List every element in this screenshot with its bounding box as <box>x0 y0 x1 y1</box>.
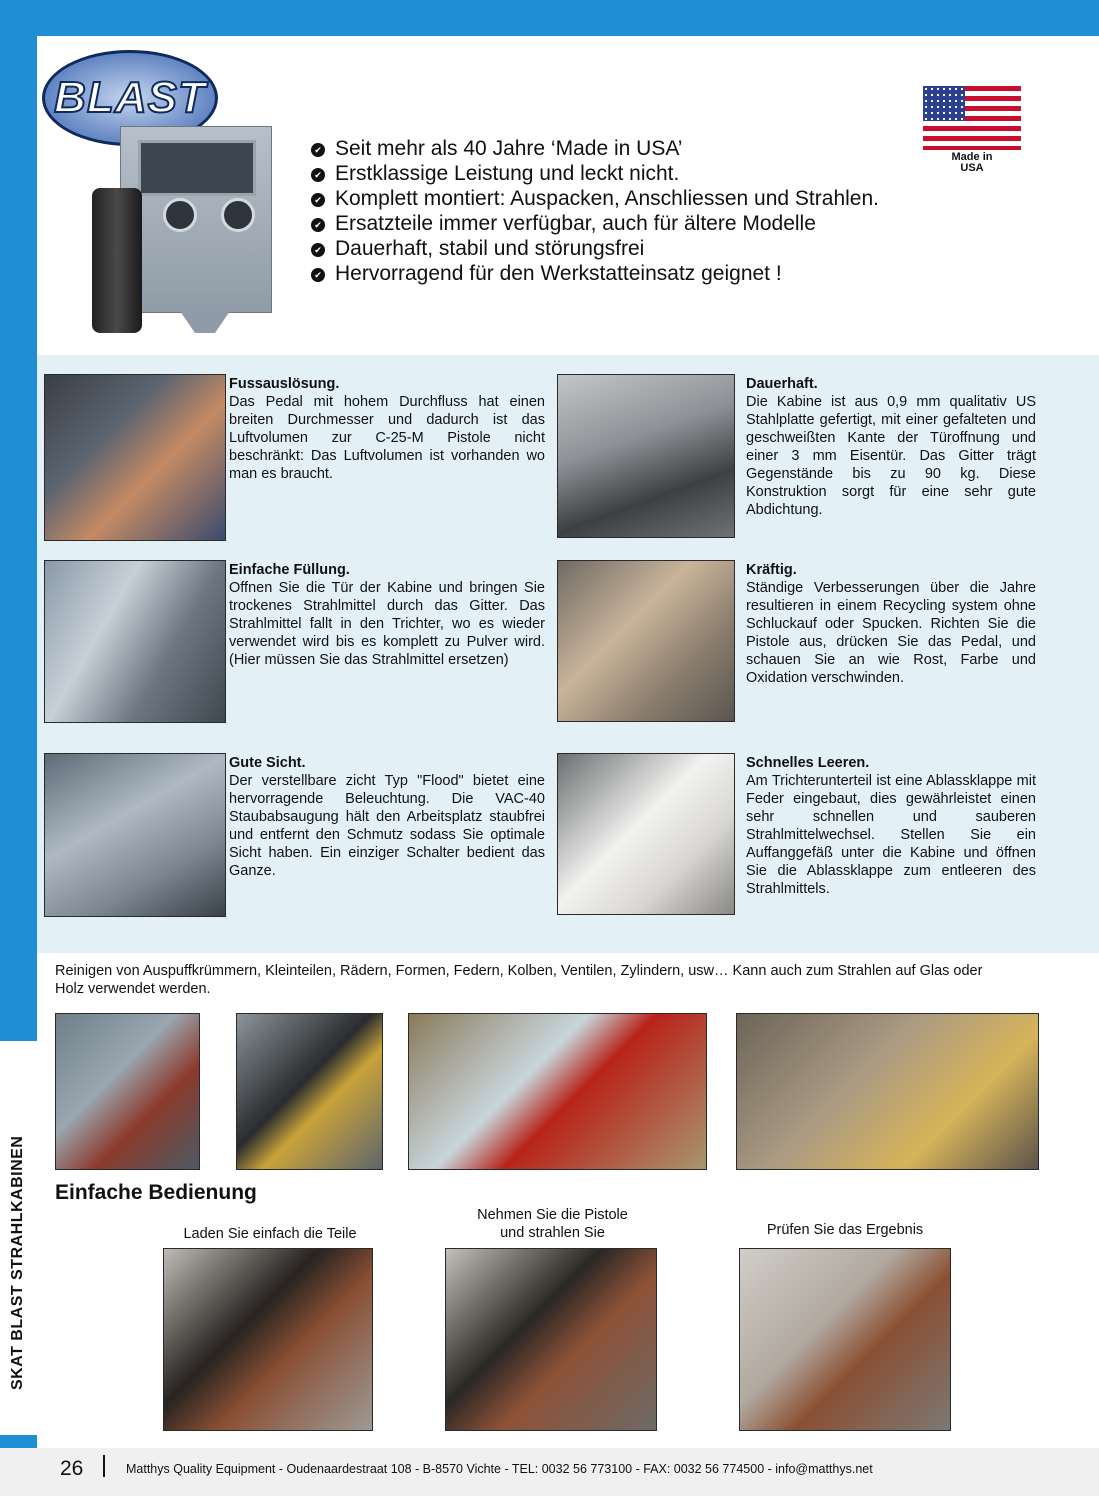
usage-photo-load <box>163 1248 373 1431</box>
side-section-label: SKAT BLAST STRAHLKABINEN <box>9 1135 26 1390</box>
block-schnelles-leeren: Schnelles Leeren. Am Trichterunterteil ist eine Ablassklappe mit Feder eingebaut, dies gewährleistet einen sehr schnellen und sauberen Strahlmittelwechsel. Stellen Sie ein Auffanggefäß unter die Kabine und öffnen Sie die Ablassklappe zum entleeren des Strahlmittels. <box>746 755 1036 897</box>
block-kraeftig: Kräftig. Ständige Verbesserungen über die Jahre resultieren in einem Recycling system ohne Schluckauf oder Spucken. Richten Sie die Pistole aus, drücken Sie das Pedal, und schauen Sie an wie Rost, Farbe und Oxidation verschwinden. <box>746 562 1036 686</box>
usage-photo-result <box>739 1248 951 1431</box>
usage-title: Einfache Bedienung <box>55 1181 257 1204</box>
usage-step-caption: Nehmen Sie die Pistole und strahlen Sie <box>477 1207 628 1241</box>
footer-divider <box>103 1455 105 1477</box>
cabinet-product-photo <box>88 118 288 336</box>
feature-item: ✔ Ersatzteile immer verfügbar, auch für ältere Modelle <box>311 211 879 236</box>
feature-item: ✔ Seit mehr als 40 Jahre ‘Made in USA’ <box>311 136 879 161</box>
feature-item: ✔ Erstklassige Leistung und leckt nicht. <box>311 161 879 186</box>
usage-step-caption: Prüfen Sie das Ergebnis <box>766 1222 924 1238</box>
gallery-photo-wheel <box>236 1013 383 1170</box>
block-einfache-fuellung: Einfache Füllung. Offnen Sie die Tür der Kabine und bringen Sie trockenes Strahlmittel durch das Gitter. Das Strahlmittel fallt in den Trichter, wo es wieder verwendet wird bis es komplett zu Pulver wird. (Hier müssen Sie das Strahlmittel ersetzen) <box>229 562 545 668</box>
gallery-photo-manifold <box>736 1013 1039 1170</box>
usa-flag-icon <box>923 86 1021 150</box>
filling-photo <box>44 560 226 723</box>
side-accent-bar <box>0 0 37 1041</box>
gallery-photo-exhaust <box>55 1013 200 1170</box>
usage-step-caption: Laden Sie einfach die Teile <box>183 1226 357 1242</box>
made-in-usa-label: Made in USA <box>951 151 993 174</box>
block-dauerhaft: Dauerhaft. Die Kabine ist aus 0,9 mm qualitativ US Stahlplatte gefertigt, mit einer gefalteten und geschweißten Kante der Türoffnung und einer 3 mm Eisentür. Das Gitter trägt Gegenstände bis zu 90 kg. Diese Konstruktion sorgt für eine sehr gute Abdichtung. <box>746 376 1036 518</box>
block-fussausloesung: Fussauslösung. Das Pedal mit hohem Durchfluss hat einen breiten Durchmesser und dadurch ist das Luftvolumen zur C-25-M Pistole nicht beschränkt: Das Luftvolumen ist vorhanden wo man es braucht. <box>229 376 545 482</box>
logo-text: BLAST <box>54 73 206 122</box>
applications-intro: Reinigen von Auspuffkrümmern, Kleinteilen, Rädern, Formen, Federn, Kolben, Ventilen, Zylindern, usw… Kann auch zum Strahlen auf Glas oder Holz verwendet werden. <box>55 963 983 997</box>
block-gute-sicht: Gute Sicht. Der verstellbare zicht Typ "Flood" bietet eine hervorragende Beleuchtung. Die VAC-40 Staubabsaugung hält den Arbeitsplatz staubfrei und entfernt den Schmutz sodass Sie optimale Sicht haben. Ein einziger Schalter bedient das Ganze. <box>229 755 545 879</box>
gallery-photo-part <box>408 1013 707 1170</box>
feature-item: ✔ Hervorragend für den Werkstatteinsatz geignet ! <box>311 261 879 286</box>
cabinet-detail-photo <box>557 374 735 538</box>
top-accent-bar <box>0 0 1099 36</box>
recycling-photo <box>557 560 735 722</box>
pedal-photo <box>44 374 226 541</box>
usage-photo-blast <box>445 1248 657 1431</box>
visibility-photo <box>44 753 226 917</box>
feature-list <box>311 136 879 286</box>
page-number: 26 <box>60 1457 84 1480</box>
footer-contact: Matthys Quality Equipment - Oudenaardestraat 108 - B-8570 Vichte - TEL: 0032 56 773100 - FAX: 0032 56 774500 - info@matthys.net <box>126 1462 873 1476</box>
feature-item: ✔ Komplett montiert: Auspacken, Anschliessen und Strahlen. <box>311 186 879 211</box>
feature-item: ✔ Dauerhaft, stabil und störungsfrei <box>311 236 879 261</box>
emptying-photo <box>557 753 735 915</box>
